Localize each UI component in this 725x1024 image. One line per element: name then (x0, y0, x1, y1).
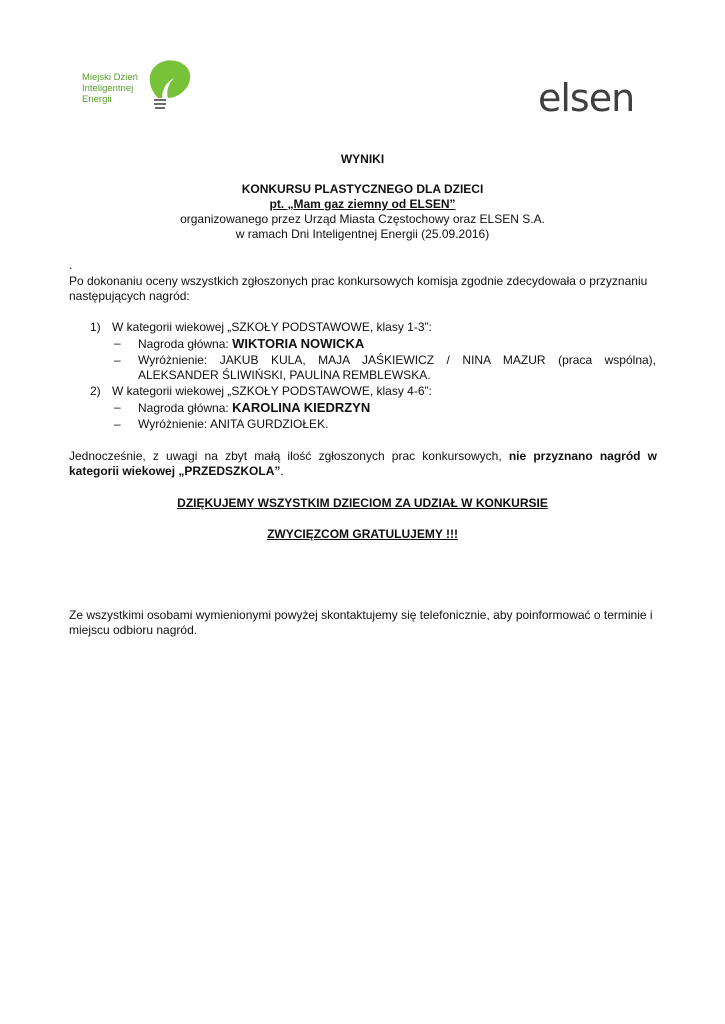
elsen-logo: elsen (538, 76, 635, 120)
distinction-names: JAKUB KULA, MAJA JAŚKIEWICZ / NINA MAZUR (praca wspólna), ALEKSANDER ŚLIWIŃSKI, PAULINA REMBLEWSKA. (138, 353, 656, 382)
contact-paragraph: Ze wszystkimi osobami wymienionymi powyżej skontaktujemy się telefonicznie, aby poinformować o terminie i miejscu odbioru nagród. (69, 608, 653, 637)
dash-bullet: – (114, 417, 121, 431)
dash-bullet: – (114, 400, 121, 414)
note-suffix: . (280, 464, 284, 478)
intro-paragraph: Po dokonaniu oceny wszystkich zgłoszonych prac konkursowych komisja zgodnie zdecydowała o przyznaniu następujących nagród: (69, 274, 648, 303)
category-title: W kategorii wiekowej „SZKOŁY PODSTAWOWE, klasy 4-6”: (112, 384, 432, 398)
distinction-names: ANITA GURDZIOŁEK. (209, 417, 329, 431)
heading-title: pt. „Mam gaz ziemny od ELSEN” (269, 197, 456, 211)
no-preschool-note (69, 449, 657, 479)
heading-organizer: organizowanego przez Urząd Miasta Częstochowy oraz ELSEN S.A. (180, 212, 545, 226)
heading-konkurs: KONKURSU PLASTYCZNEGO DLA DZIECI (241, 182, 484, 196)
logo-line-1: Miejski Dzień (82, 72, 138, 83)
main-prize-name: WIKTORIA NOWICKA (232, 336, 365, 351)
main-prize-label: Nagroda główna: (138, 401, 233, 415)
category-title: W kategorii wiekowej „SZKOŁY PODSTAWOWE, klasy 1-3”: (112, 320, 432, 334)
distinction-label: Wyróżnienie: (138, 353, 220, 367)
heading-event: w ramach Dni Inteligentnej Energii (25.09.2016) (235, 227, 490, 241)
logo-line-3: Energii (82, 94, 112, 105)
dash-bullet: – (114, 336, 121, 350)
note-bold: nie przyznano nagród w kategorii wiekowej „PRZEDSZKOLA” (69, 449, 657, 478)
lightbulb-leaf-icon (144, 58, 194, 116)
main-prize-label: Nagroda główna: (138, 337, 233, 351)
category-number: 2) (90, 384, 101, 398)
congrats-heading: ZWYCIĘZCOM GRATULUJEMY !!! (267, 527, 458, 541)
note-prefix: Jednocześnie, z uwagi na zbyt małą ilość zgłoszonych prac konkursowych, (69, 449, 509, 463)
distinction-label: Wyróżnienie: (138, 417, 210, 431)
stray-dot: . (69, 258, 73, 272)
thanks-heading: DZIĘKUJEMY WSZYSTKIM DZIECIOM ZA UDZIAŁ W KONKURSIE (177, 496, 548, 510)
logo-text (82, 72, 138, 105)
logo-line-2: Inteligentnej (82, 83, 134, 94)
miejski-dzien-logo (82, 58, 194, 118)
main-prize-name: KAROLINA KIEDRZYN (232, 400, 371, 415)
heading-wyniki: WYNIKI (340, 152, 385, 166)
category-number: 1) (90, 320, 101, 334)
dash-bullet: – (114, 353, 121, 367)
